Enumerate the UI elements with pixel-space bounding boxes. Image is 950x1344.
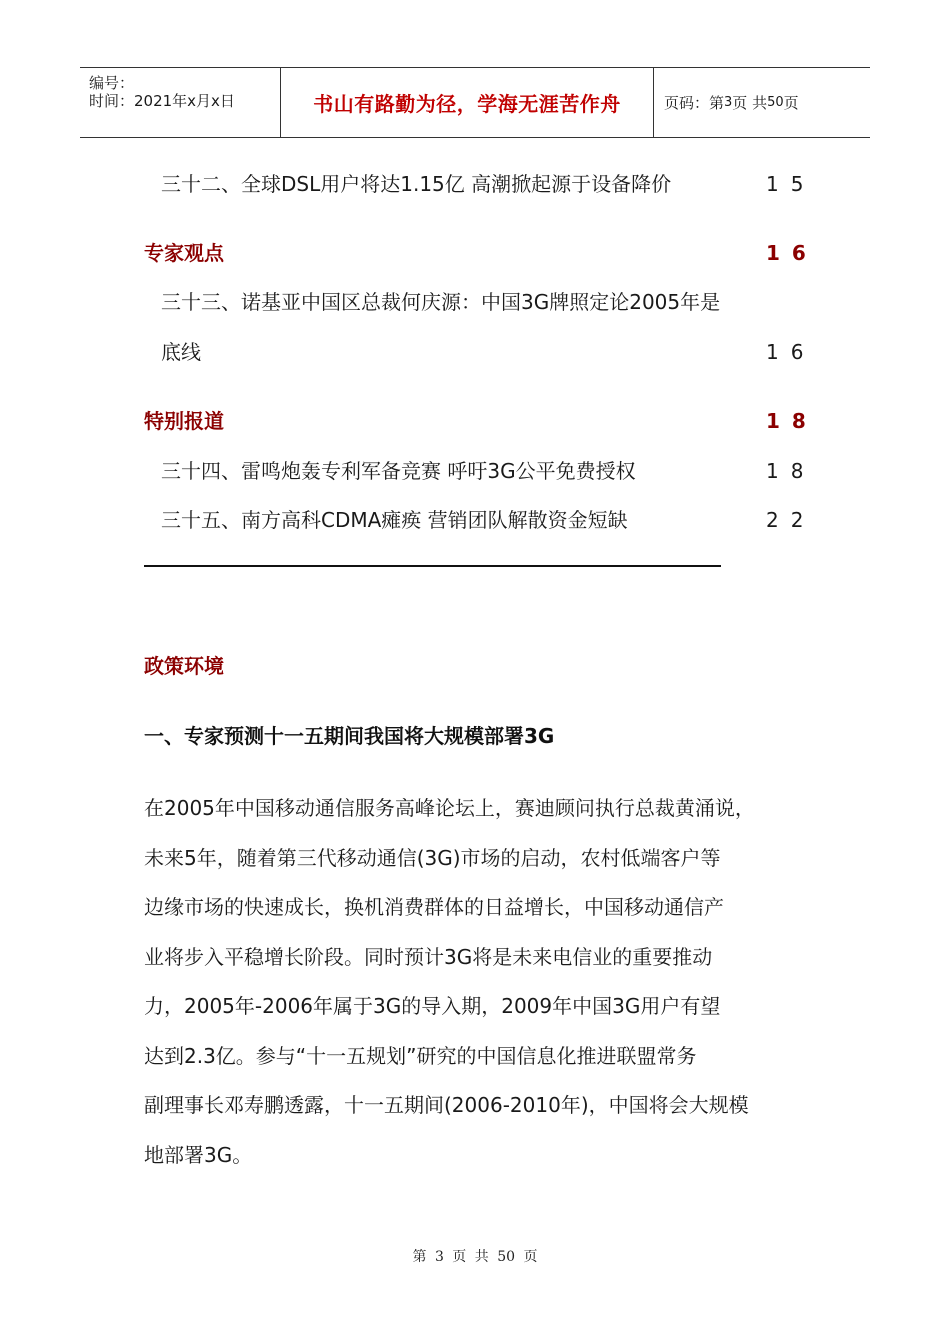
page-prefix: 页码：第 xyxy=(664,94,725,112)
page-current: 3 xyxy=(724,95,733,110)
page-total: 50 xyxy=(767,95,784,110)
toc-item-35[interactable]: 三十五、南方高科CDMA瘫痪 营销团队解散资金短缺 xyxy=(161,508,628,532)
page-suffix: 页 xyxy=(783,94,799,112)
toc-item-33-page: 16 xyxy=(766,340,816,364)
paragraph-line: 未来5年，随着第三代移动通信(3G)市场的启动，农村低端客户等 xyxy=(144,845,721,870)
paragraph-line: 边缘市场的快速成长，换机消费群体的日益增长，中国移动通信产 xyxy=(144,895,724,919)
page-header xyxy=(80,67,870,138)
page-footer: 第 3 页 共 50 页 xyxy=(412,1249,538,1265)
date-label: 时间：2021年x月x日 xyxy=(89,92,235,110)
toc-item-32-page: 15 xyxy=(766,172,816,196)
header-meta-cell xyxy=(80,68,281,137)
header-page-cell xyxy=(654,68,870,137)
toc-item-32[interactable]: 三十二、全球DSL用户将达1.15亿 高潮掀起源于设备降价 xyxy=(161,172,672,196)
header-motto-cell xyxy=(281,68,654,137)
paragraph-line: 达到2.3亿。参与“十一五规划”研究的中国信息化推进联盟常务 xyxy=(144,1043,697,1068)
toc-item-33-line2[interactable]: 底线 xyxy=(161,340,201,364)
section-title-policy: 政策环境 xyxy=(144,654,224,678)
page-mid: 页 共 xyxy=(732,94,768,112)
paragraph-line: 副理事长邓寿鹏透露，十一五期间(2006-2010年)，中国将会大规模 xyxy=(144,1093,749,1117)
code-label: 编号： xyxy=(89,74,135,92)
paragraph-line: 业将步入平稳增长阶段。同时预计3G将是未来电信业的重要推动 xyxy=(144,944,713,969)
toc-item-33-line1[interactable]: 三十三、诺基亚中国区总裁何庆源：中国3G牌照定论2005年是 xyxy=(161,290,721,314)
paragraph-line: 地部署3G。 xyxy=(144,1142,253,1167)
toc-divider xyxy=(144,565,721,567)
toc-item-35-page: 22 xyxy=(766,508,816,532)
toc-section-expert-page: 16 xyxy=(766,241,818,265)
paragraph-line: 在2005年中国移动通信服务高峰论坛上，赛迪顾问执行总裁黄涌说， xyxy=(144,796,755,820)
toc-section-special-page: 18 xyxy=(766,409,818,433)
toc-section-special[interactable]: 特别报道 xyxy=(144,409,224,433)
toc-item-34-page: 18 xyxy=(766,459,816,483)
toc-item-34[interactable]: 三十四、雷鸣炮轰专利军备竞赛 呼吁3G公平免费授权 xyxy=(161,459,636,483)
article-paragraph xyxy=(144,784,824,1180)
article-title: 一、专家预测十一五期间我国将大规模部署3G xyxy=(144,724,555,748)
paragraph-line: 力，2005年-2006年属于3G的导入期，2009年中国3G用户有望 xyxy=(144,994,721,1018)
header-motto: 书山有路勤为径，学海无涯苦作舟 xyxy=(313,92,621,116)
toc-section-expert[interactable]: 专家观点 xyxy=(144,241,224,265)
